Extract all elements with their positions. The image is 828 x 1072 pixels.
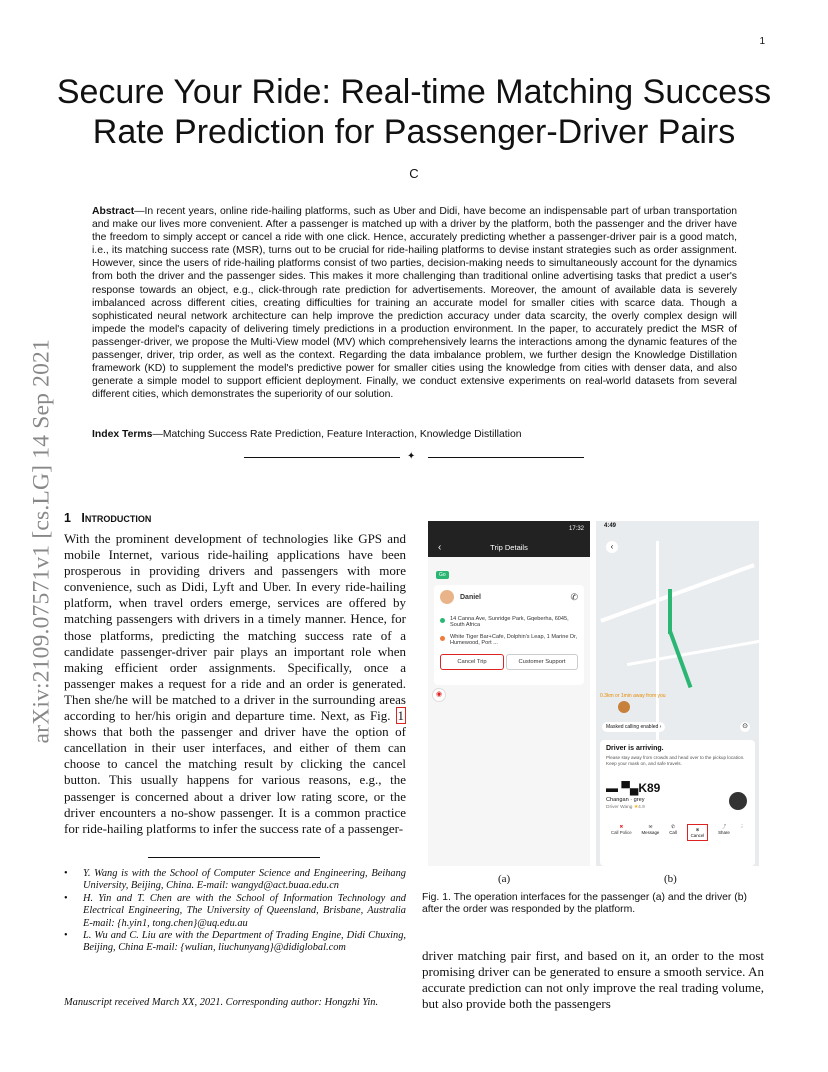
- paper-title: Secure Your Ride: Real-time Matching Success Rate Prediction for Passenger-Driver Pairs: [56, 73, 772, 151]
- masked-calling-badge[interactable]: Masked calling enabled ›: [602, 722, 665, 732]
- share-button[interactable]: ⤴ Share: [718, 824, 730, 835]
- driver-panel: [600, 740, 755, 866]
- bullet-icon: •: [64, 892, 68, 904]
- pickup-address: 14 Canna Ave, Sunridge Park, Gqeberha, 6045, South Africa: [450, 616, 569, 628]
- passenger-name: Daniel: [460, 593, 482, 601]
- go-badge: Go: [436, 571, 449, 579]
- call-button[interactable]: ✆ Call: [669, 824, 677, 835]
- dropoff-dot-icon: [440, 636, 445, 641]
- eta-text: 0.3km or 1min away from you: [600, 693, 666, 699]
- footnote-item: [64, 868, 406, 893]
- arxiv-stamp: arXiv:2109.07571v1 [cs.LG] 14 Sep 2021: [28, 339, 55, 744]
- map-road: [627, 639, 759, 666]
- map-road: [600, 563, 755, 623]
- separator-left: [244, 457, 400, 458]
- passenger-screenshot: [428, 521, 590, 866]
- index-terms-text: —Matching Success Rate Prediction, Feature Interaction, Knowledge Distillation: [152, 429, 522, 440]
- footnote-item: [64, 893, 406, 930]
- page-number: 1: [759, 36, 765, 47]
- nav-title: Trip Details: [490, 542, 528, 552]
- pickup-dot-icon: [440, 618, 445, 623]
- locate-icon[interactable]: ⊙: [740, 722, 750, 732]
- customer-support-button[interactable]: Customer Support: [506, 654, 578, 670]
- avatar: [440, 590, 454, 604]
- status-time: 4:49: [604, 523, 617, 529]
- plate-number: ▬ ▀▄K89: [606, 781, 661, 795]
- arriving-title: Driver is arriving.: [606, 745, 664, 752]
- bullet-icon: •: [64, 868, 68, 879]
- cancel-button[interactable]: ⊗ Cancel: [687, 824, 709, 841]
- footnote-item: [64, 930, 406, 955]
- section-number: 1: [64, 511, 71, 525]
- intro-text: With the prominent development of technologies like GPS and mobile Internet, various ride-hailing applications have been prosperous in providing drivers and passengers with more convenience, such as Didi, Lyft and Uber. In every ride-hailing platform, when travel orders emerge, services are offered by matching passengers with drivers in a timely manner. Hence, for those platforms, predicting the matching success rate of a candidate passenger-driver pair plays an important role when making efficient order assignments. Specifically, once a passenger makes a request for a ride and an order is generated. Then she/he will be matched to a driver in the surrounding areas according to her/his origin and departure time. Next, as Fig.: [64, 531, 406, 724]
- safety-shield-icon[interactable]: ◉: [432, 688, 446, 702]
- driver-info: Driver Wang ★4.9: [606, 805, 645, 810]
- abstract-label: Abstract: [92, 206, 135, 217]
- trip-card: [434, 585, 584, 685]
- map-road: [656, 541, 659, 741]
- back-icon[interactable]: ‹: [606, 541, 618, 553]
- intro-text-cont: shows that both the passenger and driver have the option of cancellation in their user interfaces, and either of them can choose to cancel the matching result by clicking the cancel button. This usually happens for various reasons, e.g., the passenger is concerned about a driver low rating score, or the driver encounters a no-show passenger. It is a common practice for ride-hailing platforms to infer the success rate of a passenger-: [64, 724, 406, 836]
- section-heading: [64, 511, 151, 525]
- abstract-text: —In recent years, online ride-hailing platforms, such as Uber and Didi, have become an indispensable part of urban transportation and make our lives more convenient. After a passenger is matched up with a driver by the platform, both the passenger and the driver have the freedom to simply accept or cancel a ride with one click. Hence, accurately predicting whether a passenger-driver pair is a good match, i.e., its matching success rate (MSR), turns out to be crucial for ride-hailing platforms to devise instant strategies such as order assignment. However, since the users of ride-hailing platforms consist of two parties, decision-making needs to simultaneously account for the dynamics from both the driver and the passenger sides. This makes it more challenging than traditional online advertising tasks that predict a user's response towards an object, e.g., click-through rate prediction for advertisements. Moreover, the amount of available data is severely imbalanced across different cities, creating difficulties for training an accurate model for smaller cities with scarce data. Though a sophisticated neural network architecture can help improve the prediction accuracy under data scarcity, the overly complex design will impede the model's capacity of delivering timely predictions in a production environment. In the paper, to accurately predict the MSR of passenger-driver, we propose the Multi-View model (MV) which comprehensively learns the interactions among the dynamic features of the passenger, driver, trip order, as well as the context. Regarding the data imbalance problem, we further design the Knowledge Distillation framework (KD) to supplement the model's predictive power for smaller cities using the knowledge from cities with denser data, and also generate a simple model to support efficient deployment. Finally, we conduct extensive experiments on real-world datasets from several different cities, which demonstrates the superiority of our solution.: [92, 206, 737, 401]
- phone-icon[interactable]: ✆: [570, 591, 578, 602]
- subfigure-label-b: (b): [664, 873, 677, 885]
- footnote-text: L. Wu and C. Liu are with the Department of Trading Engine, Didi Chuxing, Beijing, China E-mail: {wulian, liuchunyang}@didiglobal.com: [83, 930, 406, 954]
- message-button[interactable]: ✉ Message: [641, 824, 660, 835]
- separator-diamond-icon: ✦: [407, 451, 416, 462]
- section-title: Introduction: [81, 511, 152, 525]
- subfigure-label-a: (a): [498, 873, 511, 885]
- figure-caption: Fig. 1. The operation interfaces for the passenger (a) and the driver (b) after the order was responded by the platform.: [422, 892, 747, 916]
- manuscript-note: Manuscript received March XX, 2021. Corresponding author: Hongzhi Yin.: [64, 997, 379, 1008]
- driver-screenshot: [596, 521, 759, 866]
- footnotes: [64, 868, 406, 955]
- footnote-text: Y. Wang is with the School of Computer Science and Engineering, Beihang University, Beijing, China. E-mail: wangyd@act.buaa.edu.cn: [83, 868, 406, 892]
- footnote-rule: [148, 857, 320, 858]
- abstract: [92, 205, 737, 401]
- arriving-desc: Please stay away from crowds and head over to the pickup location. Keep your mask on, and safe travels.: [606, 755, 745, 766]
- right-column-paragraph: driver matching pair first, and based on it, an order to the most promising driver can be generated to ensure a smooth service. An accurate prediction can not only improve the real trading volume, but also provide both the passengers: [422, 948, 764, 1012]
- car-marker-icon: [618, 701, 630, 713]
- separator-right: [428, 457, 584, 458]
- route-line: [668, 630, 692, 688]
- action-bar: [606, 824, 749, 841]
- cancel-trip-button[interactable]: Cancel Trip: [440, 654, 504, 670]
- route-line: [668, 589, 672, 634]
- index-terms-label: Index Terms: [92, 429, 153, 440]
- index-terms: [92, 429, 737, 440]
- driver-avatar: [729, 792, 747, 810]
- intro-paragraph: [64, 531, 406, 837]
- status-bar: [596, 521, 759, 537]
- car-model: Changan · grey: [606, 797, 645, 803]
- nav-bar: [428, 537, 590, 557]
- dropoff-address: White Tiger Bar+Cafe, Dolphin's Leap, 1 Marine Dr, Humewood, Port ...: [450, 634, 578, 646]
- back-arrow-icon[interactable]: ‹: [438, 541, 442, 553]
- footnote-text: H. Yin and T. Chen are with the School of Information Technology and Electrical Engineering, The University of Queensland, Brisbane, Australia E-mail: {h.yin1, tong.chen}@uq.edu.au: [83, 892, 406, 929]
- author-line: C: [409, 166, 419, 181]
- call-police-button[interactable]: ✖ Call Police: [610, 824, 632, 835]
- more-icon[interactable]: ⋮: [739, 824, 745, 829]
- status-bar: [428, 521, 590, 537]
- bullet-icon: •: [64, 930, 68, 942]
- status-time: 17:32: [568, 526, 584, 532]
- figure-ref-link[interactable]: 1: [397, 708, 405, 724]
